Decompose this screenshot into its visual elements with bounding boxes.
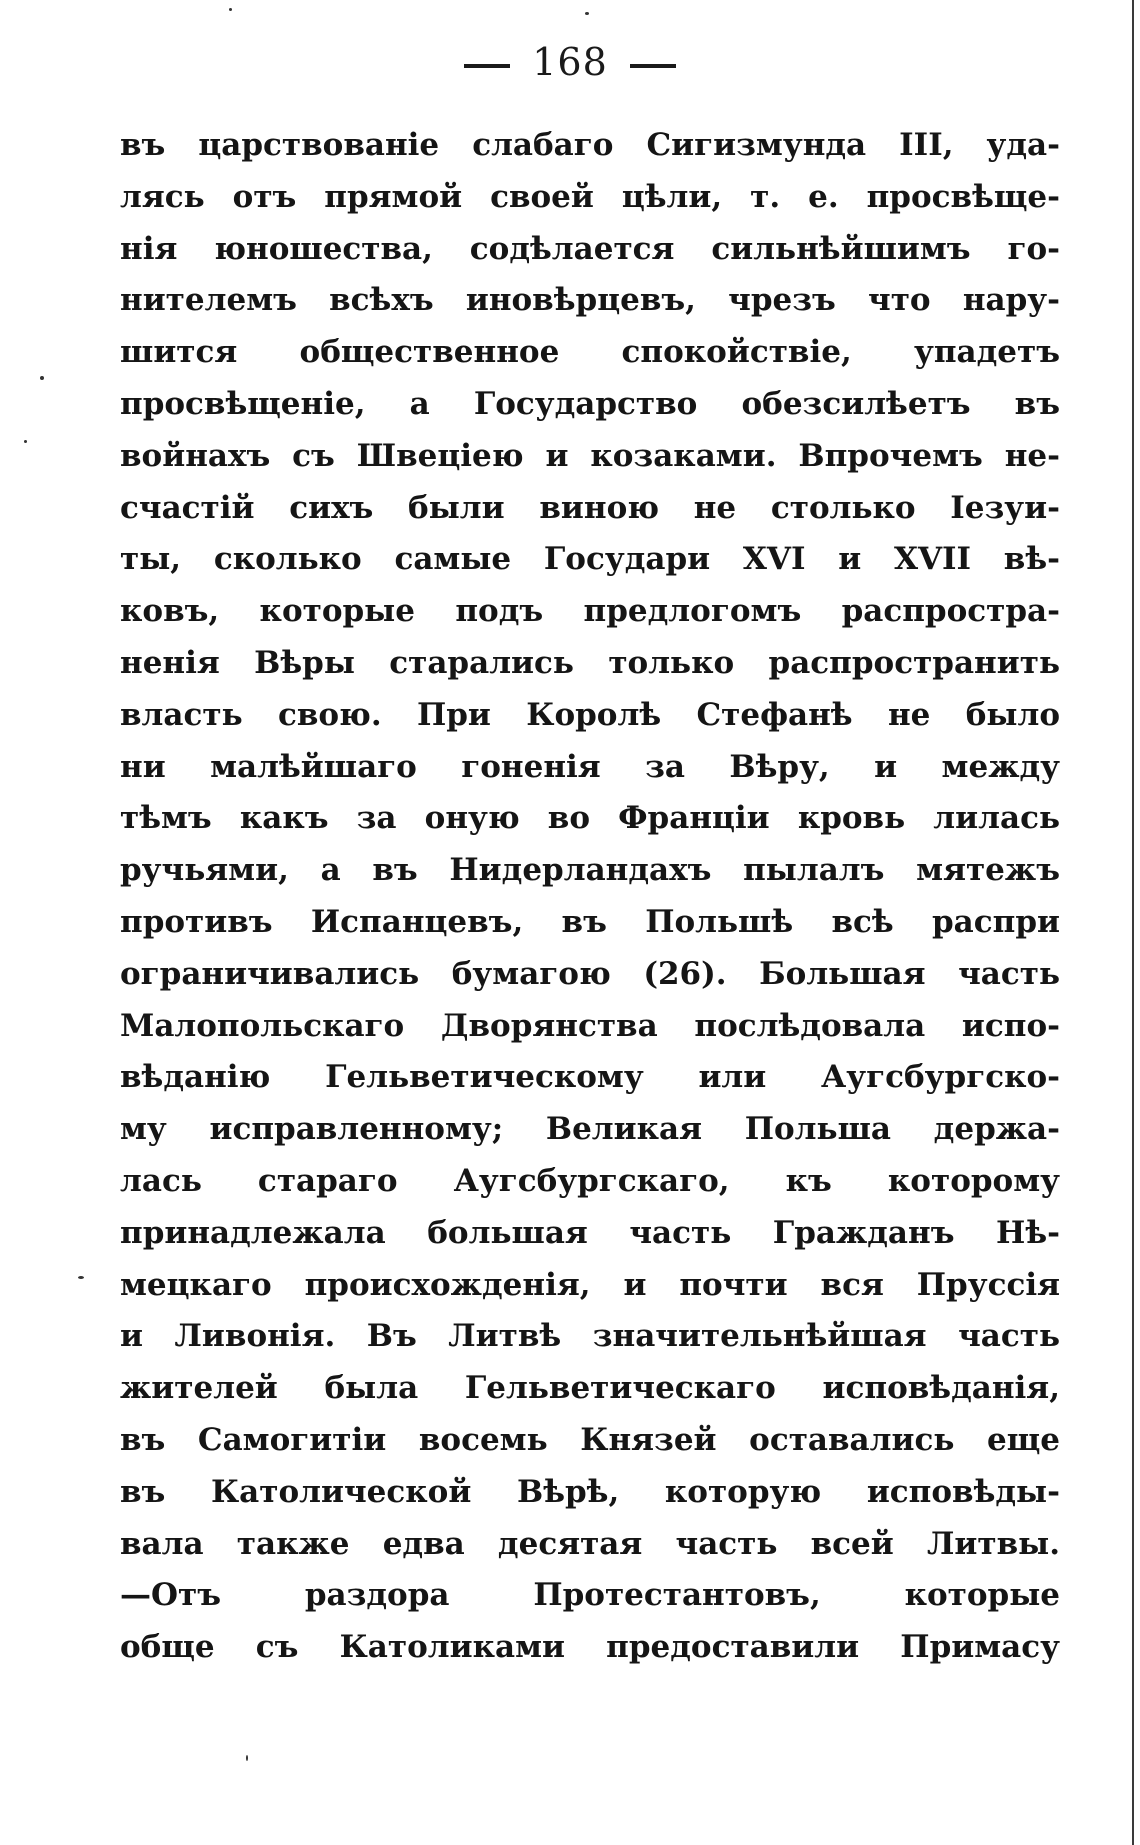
header-dash-left — [464, 64, 510, 68]
page-edge-rule — [1132, 0, 1134, 1845]
text-line: счастій сихъ были виною не столько Іезуи- — [120, 489, 1060, 526]
text-line: ковъ, которые подъ предлогомъ распростра- — [120, 593, 1060, 630]
text-line: нія юношества, содѣлается сильнѣйшимъ го- — [120, 230, 1060, 267]
text-line: власть свою. При Королѣ Стефанѣ не было — [120, 696, 1060, 733]
text-line: лась стараго Аугсбургскаго, къ которому — [120, 1162, 1060, 1199]
header-dash-right — [630, 64, 676, 68]
text-line: ненія Вѣры старались только распространить — [120, 644, 1060, 681]
text-line: —Отъ раздора Протестантовъ, которые — [120, 1577, 1060, 1614]
print-speck — [246, 1755, 248, 1761]
text-line: му исправленному; Великая Польша держа- — [120, 1111, 1060, 1148]
text-line: мецкаго происхожденія, и почти вся Пруссія — [120, 1266, 1060, 1303]
text-line: принадлежала большая часть Гражданъ Нѣ- — [120, 1214, 1060, 1251]
text-line: ограничивались бумагою (26). Большая часть — [120, 955, 1060, 992]
text-line: вала также едва десятая часть всей Литвы. — [120, 1525, 1060, 1562]
print-speck — [229, 8, 232, 11]
text-line: ты, сколько самые Государи XVI и XVII вѣ- — [120, 541, 1060, 578]
page-number: 168 — [532, 40, 608, 84]
print-speck — [40, 376, 44, 380]
text-line: вѣданію Гельветическому или Аугсбургско- — [120, 1059, 1060, 1096]
text-line: просвѣщеніе, а Государство обезсилѣетъ въ — [120, 385, 1060, 422]
text-line: въ Самогитіи восемь Князей оставались еще — [120, 1421, 1060, 1458]
text-line: обще съ Католиками предоставили Примасу — [120, 1629, 1060, 1666]
text-line: лясь отъ прямой своей цѣли, т. е. просвѣще- — [120, 178, 1060, 215]
text-line: ручьями, а въ Нидерландахъ пылалъ мятежъ — [120, 852, 1060, 889]
print-speck — [24, 440, 27, 443]
page-header — [0, 40, 1140, 84]
text-line: войнахъ съ Швеціею и козаками. Впрочемъ не- — [120, 437, 1060, 474]
text-line: жителей была Гельветическаго исповѣданія, — [120, 1370, 1060, 1407]
print-speck — [78, 1276, 84, 1279]
text-line: въ Католической Вѣрѣ, которую исповѣды- — [120, 1473, 1060, 1510]
text-line: и Ливонія. Въ Литвѣ значительнѣйшая часть — [120, 1318, 1060, 1355]
text-line: нителемъ всѣхъ иновѣрцевъ, чрезъ что нару- — [120, 282, 1060, 319]
text-line: въ царствованіе слабаго Сигизмунда III, уда- — [120, 127, 1060, 163]
text-line: тѣмъ какъ за оную во Франціи кровь лилась — [120, 800, 1060, 837]
text-line: ни малѣйшаго гоненія за Вѣру, и между — [120, 748, 1060, 785]
text-line: шится общественное спокойствіе, упадетъ — [120, 334, 1060, 371]
print-speck — [585, 12, 589, 15]
text-line: противъ Испанцевъ, въ Польшѣ всѣ распри — [120, 903, 1060, 940]
body-text — [120, 120, 1060, 1674]
text-line: Малопольскаго Дворянства послѣдовала испо- — [120, 1007, 1060, 1044]
